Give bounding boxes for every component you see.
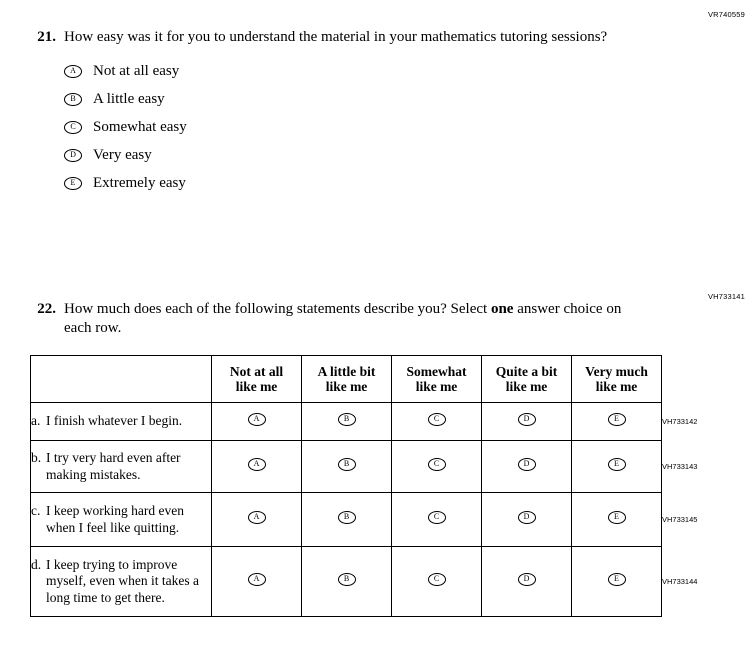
- cell-a-little-bit[interactable]: [302, 441, 392, 493]
- bubble-letter: D: [70, 149, 76, 159]
- header-line-2: like me: [595, 379, 638, 394]
- question-22-text-part2: answer choice on each row.: [64, 301, 622, 336]
- header-blank: [31, 356, 212, 403]
- radio-bubble-e[interactable]: [608, 458, 626, 471]
- option-row[interactable]: [64, 85, 630, 113]
- cell-somewhat[interactable]: [392, 493, 482, 547]
- bubble-letter: D: [523, 511, 530, 521]
- radio-bubble-c[interactable]: [428, 511, 446, 524]
- row-stem: [31, 493, 212, 547]
- row-statement: I keep working hard even when I feel like quitting.: [46, 503, 184, 535]
- row-item-code: VH733145: [662, 515, 698, 524]
- response-matrix-table: [30, 355, 718, 617]
- row-stem: [31, 441, 212, 493]
- row-item-code: VH733143: [662, 462, 698, 471]
- bubble-letter: B: [343, 458, 350, 468]
- bubble-letter: D: [523, 573, 530, 583]
- bubble-letter: E: [614, 511, 619, 521]
- bubble-letter: C: [433, 573, 440, 583]
- bubble-letter: C: [433, 458, 440, 468]
- column-header-very-much: [572, 356, 662, 403]
- cell-very-much[interactable]: [572, 493, 662, 547]
- radio-bubble-e[interactable]: [64, 177, 82, 190]
- row-letter: d.: [31, 556, 42, 572]
- radio-bubble-d[interactable]: [64, 149, 82, 162]
- radio-bubble-a[interactable]: [248, 413, 266, 426]
- row-item-code: VH733142: [662, 417, 698, 426]
- cell-somewhat[interactable]: [392, 547, 482, 617]
- row-stem: [31, 403, 212, 441]
- row-statement: I keep trying to improve myself, even when it takes a long time to get there.: [46, 556, 199, 605]
- cell-somewhat[interactable]: [392, 441, 482, 493]
- header-line-2: like me: [505, 379, 548, 394]
- row-stem: [31, 547, 212, 617]
- cell-quite-a-bit[interactable]: [482, 403, 572, 441]
- column-header-somewhat: [392, 356, 482, 403]
- radio-bubble-c[interactable]: [428, 413, 446, 426]
- radio-bubble-d[interactable]: [518, 573, 536, 586]
- cell-not-at-all[interactable]: [212, 403, 302, 441]
- bubble-letter: B: [343, 511, 350, 521]
- radio-bubble-e[interactable]: [608, 413, 626, 426]
- row-letter: c.: [31, 503, 41, 518]
- header-line-1: Quite a bit: [495, 364, 558, 379]
- item-code-top-right: VR740559: [707, 10, 745, 19]
- header-line-1: Somewhat: [406, 364, 467, 379]
- question-22-text-part1: How much does each of the following statements describe you? Select: [64, 301, 491, 317]
- radio-bubble-d[interactable]: [518, 511, 536, 524]
- header-line-1: Not at all: [229, 364, 284, 379]
- radio-bubble-b[interactable]: [338, 458, 356, 471]
- bubble-letter: A: [253, 458, 260, 468]
- cell-quite-a-bit[interactable]: [482, 441, 572, 493]
- radio-bubble-b[interactable]: [338, 511, 356, 524]
- question-21-number: 21.: [37, 29, 56, 45]
- bubble-letter: C: [70, 121, 76, 131]
- radio-bubble-e[interactable]: [608, 511, 626, 524]
- option-row[interactable]: [64, 57, 630, 85]
- option-label: Extremely easy: [93, 174, 186, 191]
- option-row[interactable]: [64, 113, 630, 141]
- cell-very-much[interactable]: [572, 403, 662, 441]
- cell-not-at-all[interactable]: [212, 493, 302, 547]
- bubble-letter: E: [614, 458, 619, 468]
- header-line-1: Very much: [585, 364, 648, 379]
- column-header-quite-a-bit: [482, 356, 572, 403]
- table-header-row: [31, 356, 718, 403]
- table-row: [31, 441, 718, 493]
- cell-very-much[interactable]: [572, 547, 662, 617]
- question-22-text: [64, 300, 650, 338]
- radio-bubble-b[interactable]: [338, 573, 356, 586]
- radio-bubble-c[interactable]: [428, 458, 446, 471]
- bubble-letter: E: [614, 573, 619, 583]
- question-21-options: [64, 57, 630, 197]
- radio-bubble-d[interactable]: [518, 413, 536, 426]
- cell-somewhat[interactable]: [392, 403, 482, 441]
- table-row: [31, 493, 718, 547]
- question-22: [30, 300, 650, 338]
- bubble-letter: A: [253, 573, 260, 583]
- bubble-letter: D: [523, 458, 530, 468]
- column-header-a-little-bit: [302, 356, 392, 403]
- bubble-letter: B: [70, 93, 76, 103]
- option-label: Very easy: [93, 146, 152, 163]
- option-row[interactable]: [64, 169, 630, 197]
- bubble-letter: A: [253, 511, 260, 521]
- header-line-2: like me: [235, 379, 278, 394]
- row-statement: I finish whatever I begin.: [46, 413, 183, 429]
- radio-bubble-c[interactable]: [64, 121, 82, 134]
- radio-bubble-d[interactable]: [518, 458, 536, 471]
- radio-bubble-a[interactable]: [248, 458, 266, 471]
- radio-bubble-c[interactable]: [428, 573, 446, 586]
- bubble-letter: D: [523, 413, 530, 423]
- bubble-letter: A: [253, 413, 260, 423]
- radio-bubble-a[interactable]: [248, 573, 266, 586]
- question-21: [30, 28, 630, 197]
- cell-quite-a-bit[interactable]: [482, 493, 572, 547]
- cell-very-much[interactable]: [572, 441, 662, 493]
- bubble-letter: E: [614, 413, 619, 423]
- bubble-letter: C: [433, 413, 440, 423]
- row-item-code: VH733144: [662, 577, 698, 586]
- bubble-letter: B: [343, 413, 350, 423]
- question-22-text-emphasis: one: [490, 301, 514, 317]
- radio-bubble-b[interactable]: [338, 413, 356, 426]
- row-letter: b.: [31, 450, 42, 465]
- cell-a-little-bit[interactable]: [302, 403, 392, 441]
- header-line-2: like me: [415, 379, 458, 394]
- header-line-1: A little bit: [317, 364, 376, 379]
- option-row[interactable]: [64, 141, 630, 169]
- cell-not-at-all[interactable]: [212, 441, 302, 493]
- radio-bubble-e[interactable]: [608, 573, 626, 586]
- bubble-letter: B: [343, 573, 350, 583]
- radio-bubble-a[interactable]: [64, 65, 82, 78]
- question-21-text: How easy was it for you to understand the material in your mathematics tutoring sessions?: [64, 29, 608, 45]
- cell-not-at-all[interactable]: [212, 547, 302, 617]
- option-label: Not at all easy: [93, 62, 180, 79]
- table-row: [31, 403, 718, 441]
- bubble-letter: A: [70, 65, 76, 75]
- cell-a-little-bit[interactable]: [302, 547, 392, 617]
- option-label: A little easy: [93, 90, 165, 107]
- bubble-letter: C: [433, 511, 440, 521]
- header-code-blank: [662, 356, 718, 403]
- row-letter: a.: [31, 413, 41, 429]
- bubble-letter: E: [70, 177, 76, 187]
- cell-a-little-bit[interactable]: [302, 493, 392, 547]
- column-header-not-at-all: [212, 356, 302, 403]
- header-line-2: like me: [325, 379, 368, 394]
- row-statement: I try very hard even after making mistakes.: [46, 450, 181, 482]
- table-row: [31, 547, 718, 617]
- option-label: Somewhat easy: [93, 118, 187, 135]
- item-code-question-22: VH733141: [707, 292, 745, 301]
- question-22-number: 22.: [37, 301, 56, 317]
- cell-quite-a-bit[interactable]: [482, 547, 572, 617]
- radio-bubble-b[interactable]: [64, 93, 82, 106]
- radio-bubble-a[interactable]: [248, 511, 266, 524]
